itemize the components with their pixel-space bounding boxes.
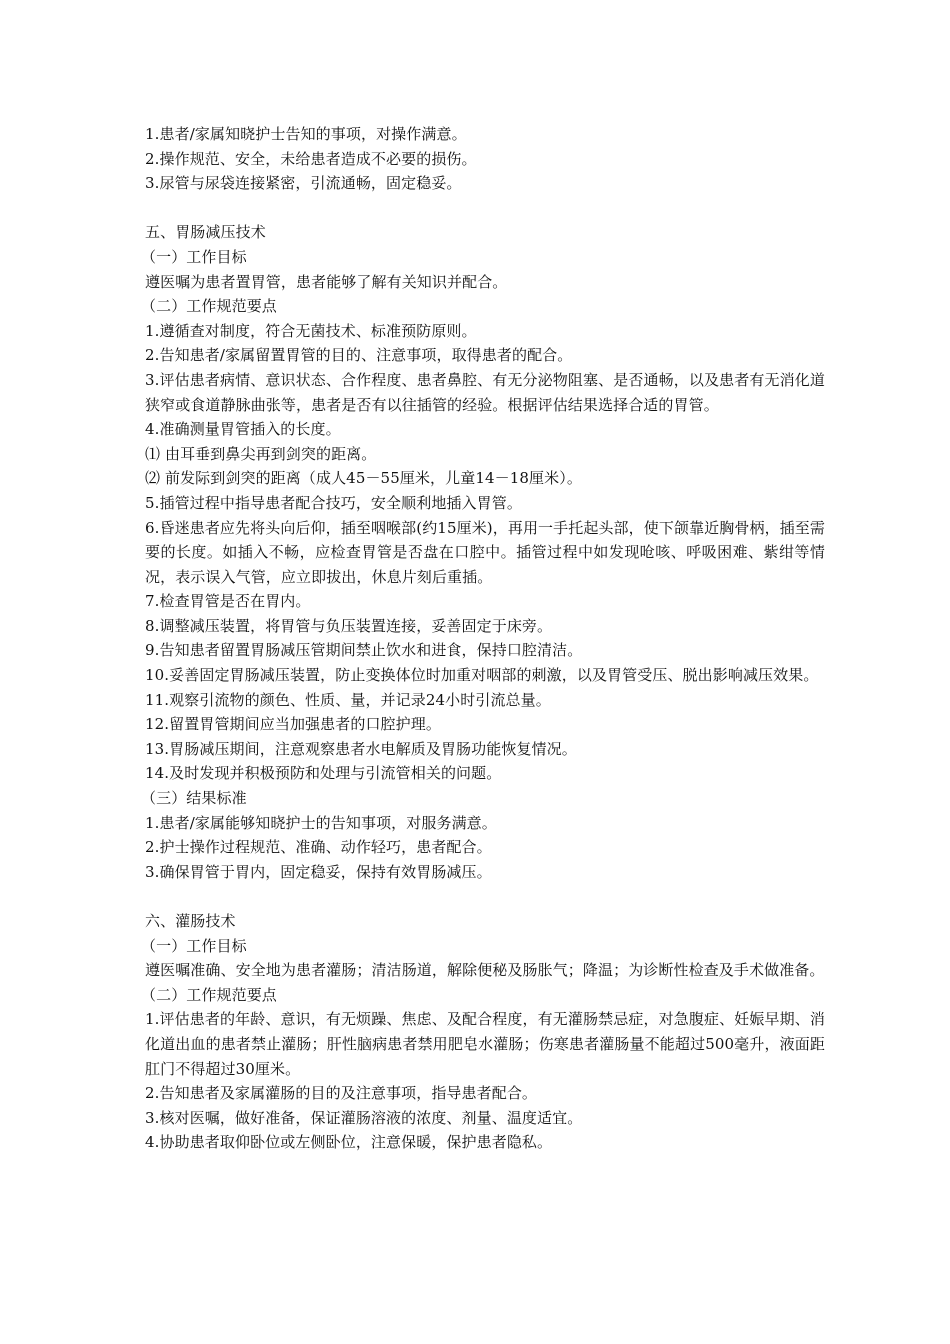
point-item: 10.妥善固定胃肠减压装置，防止变换体位时加重对咽部的刺激，以及胃管受压、脱出影响减压效果。 [145, 666, 819, 685]
subsection-heading: （三）结果标准 [141, 789, 247, 808]
point-item: 2.告知患者及家属灌肠的目的及注意事项，指导患者配合。 [145, 1084, 538, 1103]
point-subitem: ⑵ 前发际到剑突的距离（成人45－55厘米，儿童14－18厘米）。 [145, 469, 582, 488]
result-item: 3.尿管与尿袋连接紧密，引流通畅，固定稳妥。 [145, 174, 462, 193]
section-6 [141, 909, 825, 1155]
point-item: 12.留置胃管期间应当加强患者的口腔护理。 [145, 715, 441, 734]
point-item: 4.协助患者取仰卧位或左侧卧位，注意保暖，保护患者隐私。 [145, 1133, 553, 1152]
point-item: 6.昏迷患者应先将头向后仰，插至咽喉部(约15厘米)，再用一手托起头部，使下颌靠近胸骨柄，插至需要的长度。如插入不畅，应检查胃管是否盘在口腔中。插管过程中如发现呛咳、呼吸困难、紫绀等情况，表示误入气管，应立即拔出，休息片刻后重插。 [145, 518, 825, 586]
subsection-heading: （二）工作规范要点 [141, 297, 277, 316]
point-subitem: ⑴ 由耳垂到鼻尖再到剑突的距离。 [145, 444, 377, 463]
result-item: 1.患者/家属知晓护士告知的事项，对操作满意。 [145, 125, 467, 143]
point-item: 3.评估患者病情、意识状态、合作程度、患者鼻腔、有无分泌物阻塞、是否通畅，以及患者有无消化道狭窄或食道静脉曲张等，患者是否有以往插管的经验。根据评估结果选择合适的胃管。 [145, 370, 825, 414]
subsection-heading: （二）工作规范要点 [141, 985, 277, 1004]
section-title: 五、胃肠减压技术 [145, 223, 266, 242]
document-page [141, 122, 825, 1155]
result-item: 3.确保胃管于胃内，固定稳妥，保持有效胃肠减压。 [145, 862, 492, 881]
point-item: 4.准确测量胃管插入的长度。 [145, 420, 341, 439]
goal-text: 遵医嘱为患者置胃管，患者能够了解有关知识并配合。 [145, 272, 508, 291]
blank-line [145, 884, 825, 909]
point-item: 5.插管过程中指导患者配合技巧，安全顺利地插入胃管。 [145, 493, 522, 512]
point-item: 7.检查胃管是否在胃内。 [145, 592, 311, 611]
point-item: 1.遵循查对制度，符合无菌技术、标准预防原则。 [145, 321, 477, 340]
point-item: 8.调整减压装置，将胃管与负压装置连接，妥善固定于床旁。 [145, 616, 553, 635]
point-item: 14.及时发现并积极预防和处理与引流管相关的问题。 [145, 764, 502, 783]
subsection-heading: （一）工作目标 [141, 936, 247, 955]
point-item: 13.胃肠减压期间，注意观察患者水电解质及胃肠功能恢复情况。 [145, 739, 577, 758]
goal-text: 遵医嘱准确、安全地为患者灌肠；清洁肠道，解除便秘及肠胀气；降温；为诊断性检查及手术做准备。 [145, 961, 825, 980]
section-title: 六、灌肠技术 [145, 912, 236, 930]
result-item: 1.患者/家属能够知晓护士的告知事项，对服务满意。 [145, 813, 497, 832]
result-item: 2.护士操作过程规范、准确、动作轻巧，患者配合。 [145, 838, 492, 857]
point-item: 2.告知患者/家属留置胃管的目的、注意事项，取得患者的配合。 [145, 346, 573, 365]
point-item: 3.核对医嘱，做好准备，保证灌肠溶液的浓度、剂量、温度适宜。 [145, 1108, 583, 1127]
section-5 [141, 220, 825, 884]
blank-line [145, 196, 825, 221]
point-item: 1.评估患者的年龄、意识，有无烦躁、焦虑、及配合程度，有无灌肠禁忌症，对急腹症、妊娠早期、消化道出血的患者禁止灌肠；肝性脑病患者禁用肥皂水灌肠；伤寒患者灌肠量不能超过500毫升，液面距肛门不得超过30厘米。 [145, 1010, 825, 1078]
point-item: 11.观察引流物的颜色、性质、量，并记录24小时引流总量。 [145, 690, 551, 709]
result-item: 2.操作规范、安全，未给患者造成不必要的损伤。 [145, 149, 477, 168]
point-item: 9.告知患者留置胃肠减压管期间禁止饮水和进食，保持口腔清洁。 [145, 641, 583, 660]
subsection-heading: （一）工作目标 [141, 247, 247, 266]
section-4-results [145, 122, 825, 196]
